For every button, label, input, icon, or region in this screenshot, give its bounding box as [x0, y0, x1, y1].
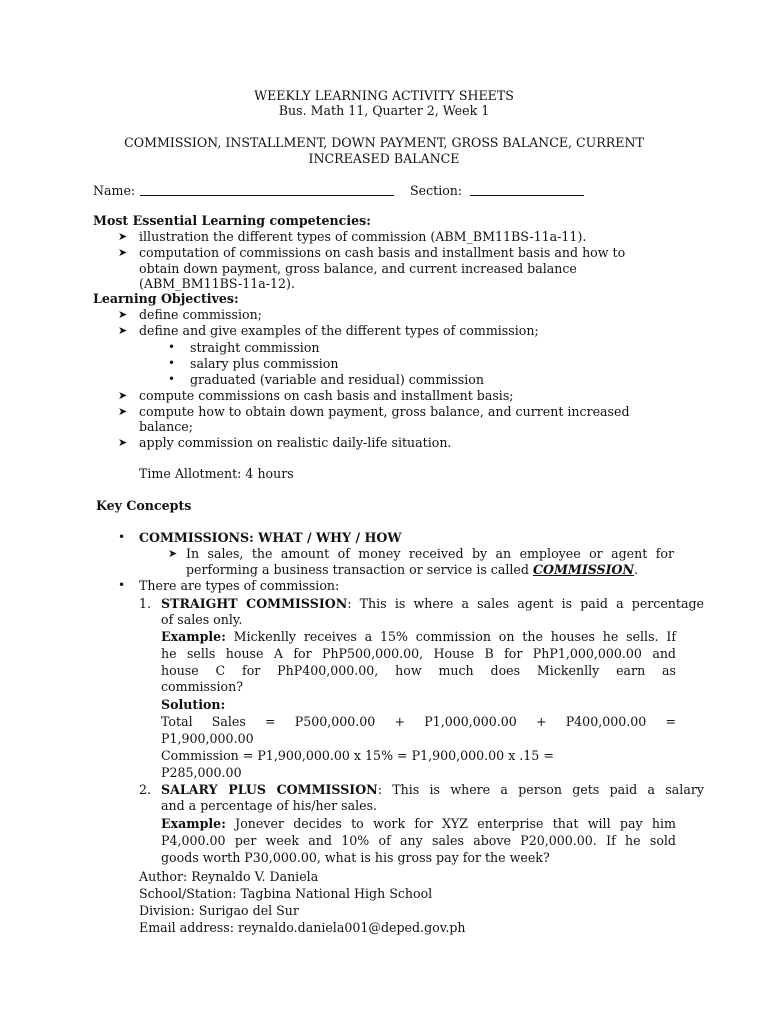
salary-example-line-1	[161, 816, 676, 831]
straight-commission-line-1	[161, 596, 704, 611]
bullet-dot-icon: •	[118, 578, 126, 592]
solution-line-4: P285,000.00	[161, 765, 242, 780]
straight-example-line-3: house C for PhP400,000.00, how much does Mickenlly earn as	[161, 663, 676, 678]
school-station: School/Station: Tagbina National High School	[139, 886, 433, 901]
salary-example-line-2: P4,000.00 per week and 10% of any sales above P20,000.00. If he sold	[161, 833, 676, 848]
name-field-line[interactable]	[140, 195, 394, 196]
time-allotment: Time Allotment: 4 hours	[139, 466, 294, 481]
objective-item: apply commission on realistic daily-life situation.	[139, 435, 452, 450]
commission-term: COMMISSION	[532, 562, 635, 577]
competency-item: computation of commissions on cash basis and installment basis and how to	[139, 245, 626, 260]
objective-item: compute commissions on cash basis and installment basis;	[139, 388, 514, 403]
arrow-bullet-icon: ➤	[118, 389, 128, 402]
straight-commission-title: STRAIGHT COMMISSION	[161, 596, 348, 611]
document-title: WEEKLY LEARNING ACTIVITY SHEETS	[254, 88, 514, 103]
item-number: 1.	[139, 596, 152, 611]
commissions-what-why-how: COMMISSIONS: WHAT / WHY / HOW	[139, 530, 402, 545]
definition-text: performing a business transaction or service is called	[186, 562, 529, 577]
competency-item: illustration the different types of commission (ABM_BM11BS-11a-11).	[139, 229, 587, 244]
arrow-bullet-icon: ➤	[118, 324, 128, 337]
bullet-dot-icon: •	[168, 372, 176, 386]
competency-item-continued: (ABM_BM11BS-11a-12).	[139, 276, 295, 291]
arrow-bullet-icon: ➤	[168, 547, 178, 560]
bullet-dot-icon: •	[118, 530, 126, 544]
straight-example-line-1	[161, 629, 676, 644]
bullet-dot-icon: •	[168, 340, 176, 354]
arrow-bullet-icon: ➤	[118, 308, 128, 321]
item-number: 2.	[139, 782, 152, 797]
section-field-line[interactable]	[470, 195, 584, 196]
section-label: Section:	[410, 183, 463, 198]
straight-example-line-4: commission?	[161, 679, 243, 694]
types-of-commission: There are types of commission:	[139, 578, 340, 593]
objective-item-continued: balance;	[139, 419, 193, 434]
salary-commission-line-1	[161, 782, 704, 797]
competencies-heading: Most Essential Learning competencies:	[93, 213, 371, 228]
competency-item-continued: obtain down payment, gross balance, and current increased balance	[139, 261, 577, 276]
email-address: Email address: reynaldo.daniela001@deped.gov.ph	[139, 920, 466, 935]
salary-commission-desc-2: and a percentage of his/her sales.	[161, 798, 378, 813]
solution-line-2: P1,900,000.00	[161, 731, 254, 746]
name-label: Name:	[93, 183, 136, 198]
topic-line-1: COMMISSION, INSTALLMENT, DOWN PAYMENT, GROSS BALANCE, CURRENT	[124, 135, 644, 150]
straight-example-line-2: he sells house A for PhP500,000.00, House B for PhP1,000,000.00 and	[161, 646, 676, 661]
author: Author: Reynaldo V. Daniela	[139, 869, 319, 884]
example-text: Jonever decides to work for XYZ enterprise that will pay him	[225, 816, 676, 831]
arrow-bullet-icon: ➤	[118, 436, 128, 449]
example-text: Mickenlly receives a 15% commission on the houses he sells. If	[225, 629, 676, 644]
example-label: Example:	[161, 816, 226, 831]
straight-commission-desc-2: of sales only.	[161, 612, 243, 627]
objectives-heading: Learning Objectives:	[93, 291, 239, 306]
solution-label: Solution:	[161, 697, 226, 712]
arrow-bullet-icon: ➤	[118, 405, 128, 418]
bullet-dot-icon: •	[168, 356, 176, 370]
salary-commission-desc: : This is where a person gets paid a salary	[377, 782, 704, 797]
document-subtitle: Bus. Math 11, Quarter 2, Week 1	[278, 103, 490, 118]
straight-commission-desc: : This is where a sales agent is paid a percentage	[347, 596, 704, 611]
commission-definition-line-2	[186, 562, 638, 577]
commission-definition-line-1: In sales, the amount of money received by an employee or agent for	[186, 546, 674, 561]
example-label: Example:	[161, 629, 226, 644]
topic-line-2: INCREASED BALANCE	[308, 151, 460, 166]
definition-period: .	[634, 562, 639, 577]
solution-line-3: Commission = P1,900,000.00 x 15% = P1,900,000.00 x .15 =	[161, 748, 554, 763]
arrow-bullet-icon: ➤	[118, 246, 128, 259]
solution-line-1: Total Sales = P500,000.00 + P1,000,000.00 + P400,000.00 =	[161, 714, 676, 729]
division: Division: Surigao del Sur	[139, 903, 299, 918]
key-concepts-heading: Key Concepts	[96, 498, 192, 513]
objective-sub-item: graduated (variable and residual) commission	[190, 372, 484, 387]
objective-item: define commission;	[139, 307, 262, 322]
salary-commission-title: SALARY PLUS COMMISSION	[161, 782, 378, 797]
objective-sub-item: straight commission	[190, 340, 320, 355]
salary-example-line-3: goods worth P30,000.00, what is his gross pay for the week?	[161, 850, 550, 865]
objective-item: define and give examples of the different types of commission;	[139, 323, 539, 338]
objective-sub-item: salary plus commission	[190, 356, 339, 371]
arrow-bullet-icon: ➤	[118, 230, 128, 243]
objective-item: compute how to obtain down payment, gross balance, and current increased	[139, 404, 630, 419]
